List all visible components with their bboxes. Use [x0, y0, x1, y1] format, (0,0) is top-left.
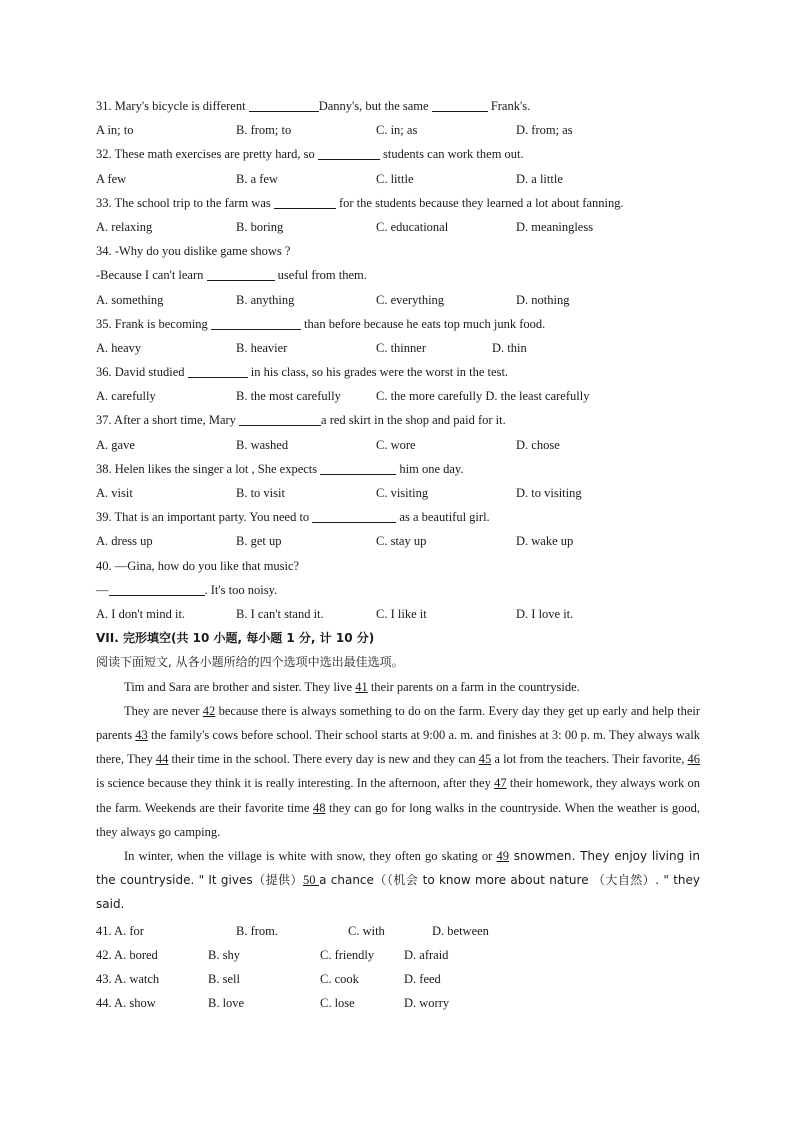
question-text: —	[96, 582, 109, 597]
option-d[interactable]: D. wake up	[516, 534, 574, 549]
option-b[interactable]: B. washed	[236, 437, 289, 452]
option-c[interactable]: C. stay up	[376, 534, 427, 549]
section-title: VII. 完形填空(共 10 小题, 每小题 1 分, 计 10 分)	[96, 631, 375, 646]
q40-response	[96, 578, 700, 602]
q35-stem	[96, 312, 700, 336]
option-b[interactable]: B. I can't stand it.	[236, 606, 324, 621]
option-a[interactable]: A. dress up	[96, 534, 153, 549]
a41-options	[96, 919, 700, 943]
passage-paragraph	[96, 844, 700, 917]
question-text: 31. Mary's bicycle is different	[96, 99, 249, 113]
q40-options	[96, 602, 700, 626]
option-a[interactable]: A. carefully	[96, 389, 156, 404]
answer-blank	[320, 460, 396, 475]
passage-text: their homework, they always work on the farm. Weekends are their favorite time	[96, 776, 700, 815]
question-text: than before because he eats top much junk food.	[300, 316, 546, 331]
a42-options	[96, 943, 700, 967]
option-d[interactable]: D. a little	[516, 171, 563, 186]
option-a[interactable]: A few	[96, 171, 127, 186]
question-text: . It's too noisy.	[204, 582, 278, 597]
passage-text: snowmen. They enjoy living in the countryside. " It gives（提供）	[96, 848, 700, 888]
option-a[interactable]: A in; to	[96, 123, 134, 138]
question-text: 36. David studied	[96, 365, 188, 380]
answer-blank	[211, 315, 301, 330]
option-d[interactable]: D. to visiting	[516, 486, 582, 500]
option-c[interactable]: C. I like it	[376, 606, 427, 621]
option-a[interactable]: 42. A. bored	[96, 947, 158, 962]
answer-blank	[249, 97, 319, 112]
passage-text: a chance（（机会 to know more about nature （大自然）. " they said.	[96, 873, 700, 912]
question-text: -Because I can't learn	[96, 268, 207, 283]
question-text: 37. After a short time, Mary	[96, 413, 240, 428]
option-a[interactable]: A. relaxing	[96, 219, 153, 234]
cloze-options-section	[96, 919, 700, 1016]
option-b[interactable]: B. love	[208, 996, 245, 1011]
answer-blank	[188, 363, 248, 378]
blank-number[interactable]: 44	[155, 752, 169, 767]
option-b[interactable]: B. sell	[208, 971, 240, 986]
question-text: in his class, so his grades were the worst in the test.	[247, 365, 509, 380]
option-c[interactable]: C. cook	[320, 971, 359, 986]
blank-number[interactable]: 46	[687, 752, 701, 767]
question-text: 38. Helen likes the singer a lot , She expects	[96, 461, 321, 476]
question-text: as a beautiful girl.	[396, 510, 490, 525]
option-c[interactable]: C. in; as	[376, 123, 418, 138]
q39-options	[96, 529, 700, 553]
question-text: him one day.	[396, 461, 464, 476]
q37-options	[96, 433, 700, 457]
answer-blank	[318, 145, 380, 160]
q35-options	[96, 336, 700, 360]
q34-options	[96, 288, 700, 312]
option-a[interactable]: A. I don't mind it.	[96, 606, 186, 621]
q36-stem	[96, 360, 700, 384]
blank-number[interactable]: 48	[312, 800, 326, 815]
q34-stem	[96, 239, 700, 263]
blank-number[interactable]: 47	[494, 776, 507, 791]
question-text: for the students because they learned a lot about fanning.	[335, 195, 624, 210]
option-c[interactable]: C. with	[348, 923, 385, 938]
option-d[interactable]: D. from; as	[516, 123, 573, 138]
passage-text: Tim and Sara are brother and sister. They live	[124, 679, 356, 694]
option-b[interactable]: B. from; to	[236, 123, 292, 138]
option-a[interactable]: A. visit	[96, 486, 133, 500]
passage-text: a lot from the teachers. Their favorite,	[491, 752, 688, 767]
option-a[interactable]: A. heavy	[96, 340, 142, 355]
question-text: a red skirt in the shop and paid for it.	[321, 413, 506, 428]
passage-text: they can go for long walks in the countryside. When the weather is good, they always go camping.	[96, 800, 700, 839]
option-d[interactable]: D. I love it.	[516, 606, 574, 621]
cloze-passage	[96, 675, 700, 917]
option-a[interactable]: A. gave	[96, 437, 135, 452]
option-c[interactable]: C. thinner	[376, 340, 426, 355]
option-a[interactable]: A. something	[96, 292, 164, 307]
option-c[interactable]: C. educational	[376, 219, 449, 234]
option-d[interactable]: D. nothing	[516, 292, 570, 307]
passage-text: In winter, when the village is white with snow, they often go skating or	[124, 848, 497, 863]
option-d[interactable]: D. afraid	[404, 947, 449, 962]
passage-paragraph	[96, 699, 700, 844]
passage-text: is science because they think it is really interesting. In the afternoon, after they	[96, 776, 495, 791]
option-d[interactable]: D. meaningless	[516, 219, 594, 234]
option-b[interactable]: B. anything	[236, 292, 295, 307]
a44-options	[96, 991, 700, 1015]
blank-number[interactable]: 42	[202, 703, 216, 718]
question-text: 32. These math exercises are pretty hard, so	[96, 147, 318, 162]
answer-blank	[109, 581, 205, 596]
option-d[interactable]: D. feed	[404, 971, 441, 986]
question-text: 40. —Gina, how do you like that music?	[96, 558, 300, 573]
q32-options	[96, 167, 700, 191]
option-b[interactable]: B. to visit	[236, 486, 285, 500]
q34-response	[96, 263, 700, 287]
question-text: 39. That is an important party. You need to	[96, 510, 313, 525]
a43-options	[96, 967, 700, 991]
blank-number[interactable]: 43	[135, 727, 148, 742]
multiple-choice-section	[96, 94, 700, 626]
option-c[interactable]: C. everything	[376, 292, 445, 307]
answer-blank	[274, 194, 336, 209]
question-text: Frank's.	[487, 99, 531, 113]
blank-number[interactable]: 49	[496, 848, 509, 863]
option-b[interactable]: B. from.	[236, 923, 279, 938]
answer-blank	[207, 266, 275, 281]
option-b[interactable]: B. heavier	[236, 340, 288, 355]
q32-stem	[96, 142, 700, 166]
blank-number[interactable]: 50	[303, 873, 320, 888]
q38-options	[96, 481, 700, 505]
answer-blank	[239, 411, 321, 426]
option-d[interactable]: D. between	[432, 923, 489, 938]
option-c[interactable]: C. the more carefully D. the least carefully	[376, 389, 590, 404]
question-text: students can work them out.	[379, 147, 524, 162]
q33-options	[96, 215, 700, 239]
option-c[interactable]: C. lose	[320, 996, 355, 1011]
option-d[interactable]: D. worry	[404, 996, 450, 1011]
option-d[interactable]: D. thin	[492, 340, 527, 355]
q36-options	[96, 384, 700, 408]
section-instruction: 阅读下面短文, 从各小题所给的四个选项中选出最佳选项。	[96, 655, 404, 670]
passage-text: their parents on a farm in the countryside.	[367, 679, 580, 694]
question-text: Danny's, but the same	[318, 99, 432, 113]
passage-text: because there is always something to do on the farm. Every day they get up early and help their parents	[96, 703, 700, 742]
q33-stem	[96, 191, 700, 215]
question-text: useful from them.	[274, 268, 367, 283]
passage-text: their time in the school. There every day is new and they can	[168, 752, 479, 767]
option-a[interactable]: 43. A. watch	[96, 971, 160, 986]
q39-stem	[96, 505, 700, 529]
q37-stem	[96, 408, 700, 432]
q31-options	[96, 118, 700, 142]
option-b[interactable]: B. get up	[236, 534, 282, 549]
option-a[interactable]: 41. A. for	[96, 923, 144, 938]
option-b[interactable]: B. the most carefully	[236, 389, 341, 404]
option-c[interactable]: C. wore	[376, 437, 416, 452]
option-a[interactable]: 44. A. show	[96, 996, 156, 1011]
q31-stem	[96, 94, 700, 118]
question-text: 34. -Why do you dislike game shows ?	[96, 244, 291, 259]
option-b[interactable]: B. a few	[236, 171, 278, 186]
question-text: 35. Frank is becoming	[96, 316, 211, 331]
question-text: 33. The school trip to the farm was	[96, 195, 274, 210]
option-b[interactable]: B. boring	[236, 219, 284, 234]
option-d[interactable]: D. chose	[516, 437, 560, 452]
passage-text: They are never	[124, 703, 203, 718]
q40-stem	[96, 554, 700, 578]
option-c[interactable]: C. friendly	[320, 947, 375, 962]
q38-stem	[96, 457, 700, 481]
blank-number[interactable]: 41	[355, 679, 368, 694]
option-b[interactable]: B. shy	[208, 947, 240, 962]
answer-blank	[432, 97, 488, 112]
passage-text: the family's cows before school. Their school starts at 9:00 a. m. and finishes at 3: 00 p. m. They always walk there, They	[96, 727, 700, 767]
passage-paragraph	[96, 675, 700, 699]
option-c[interactable]: C. visiting	[376, 486, 429, 500]
option-c[interactable]: C. little	[376, 171, 414, 186]
exam-page	[96, 94, 700, 1015]
blank-number[interactable]: 45	[478, 752, 492, 767]
answer-blank	[312, 508, 396, 523]
